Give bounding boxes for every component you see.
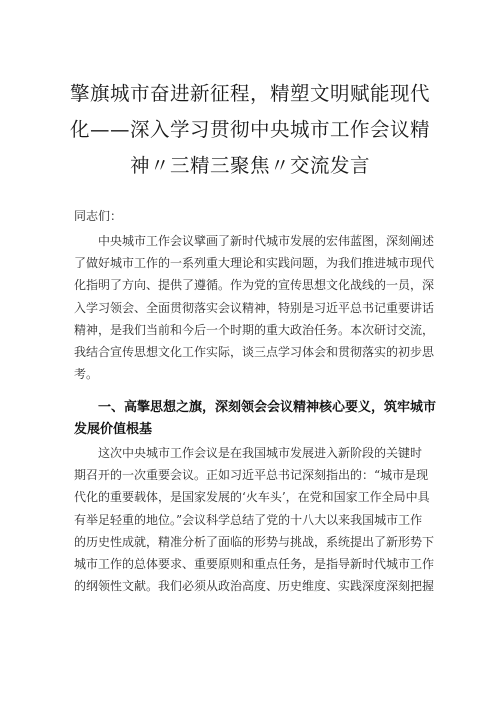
paragraph-intro — [74, 230, 434, 385]
paragraph-line: 城市工作的总体要求、重要原则和重点任务，是指导新时代城市工作 — [74, 557, 435, 572]
heading-line: 发展价值根基 — [74, 422, 153, 437]
paragraph-line: 期召开的一次重要会议。正如习近平总书记深刻指出的：“城市是现 — [74, 468, 429, 483]
paragraph-line: 精神，是我们当前和今后一个时期的重大政治任务。本次研讨交流， — [74, 322, 435, 337]
document-title — [60, 76, 440, 184]
paragraph-line: 考。 — [74, 367, 99, 382]
salutation — [74, 205, 434, 227]
paragraph-line: 我结合宣传思想文化工作实际，谈三点学习体会和贯彻落实的初步思 — [74, 345, 435, 360]
salutation-text: 同志们： — [74, 209, 123, 223]
title-line: 神〃三精三聚焦〃交流发言 — [129, 154, 370, 177]
paragraph-line: 代化的重要载体，是国家发展的‘火车头’，在党和国家工作全局中具 — [74, 490, 430, 505]
section-heading-1 — [74, 397, 437, 441]
paragraph-line: 了做好城市工作的一系列重大理论和实践问题，为我们推进城市现代 — [74, 256, 435, 271]
paragraph-line: 的历史性成就，精准分析了面临的形势与挑战，系统提出了新形势下 — [74, 534, 435, 549]
heading-line: 一、高擎思想之旗，深刻领会会议精神核心要义，筑牢城市 — [98, 400, 437, 415]
paragraph-line: 化指明了方向、提供了遵循。作为党的宣传思想文化战线的一员，深 — [74, 278, 435, 293]
title-line: 化——深入学习贯彻中央城市工作会议精 — [69, 118, 430, 141]
paragraph-line: 有举足轻重的地位。”会议科学总结了党的十八大以来我国城市工作 — [74, 512, 423, 527]
paragraph-line: 中央城市工作会议擘画了新时代城市发展的宏伟蓝图，深刻阐述 — [98, 234, 435, 248]
paragraph-line: 入学习领会、全面贯彻落实会议精神，特别是习近平总书记重要讲话 — [74, 300, 435, 315]
paragraph-line: 这次中央城市工作会议是在我国城市发展进入新阶段的关键时 — [98, 446, 423, 460]
paragraph-section-1 — [74, 442, 434, 597]
paragraph-line: 的纲领性文献。我们必须从政治高度、历史维度、实践深度深刻把握 — [74, 579, 435, 594]
title-line: 擎旗城市奋进新征程，精塑文明赋能现代 — [69, 82, 430, 105]
